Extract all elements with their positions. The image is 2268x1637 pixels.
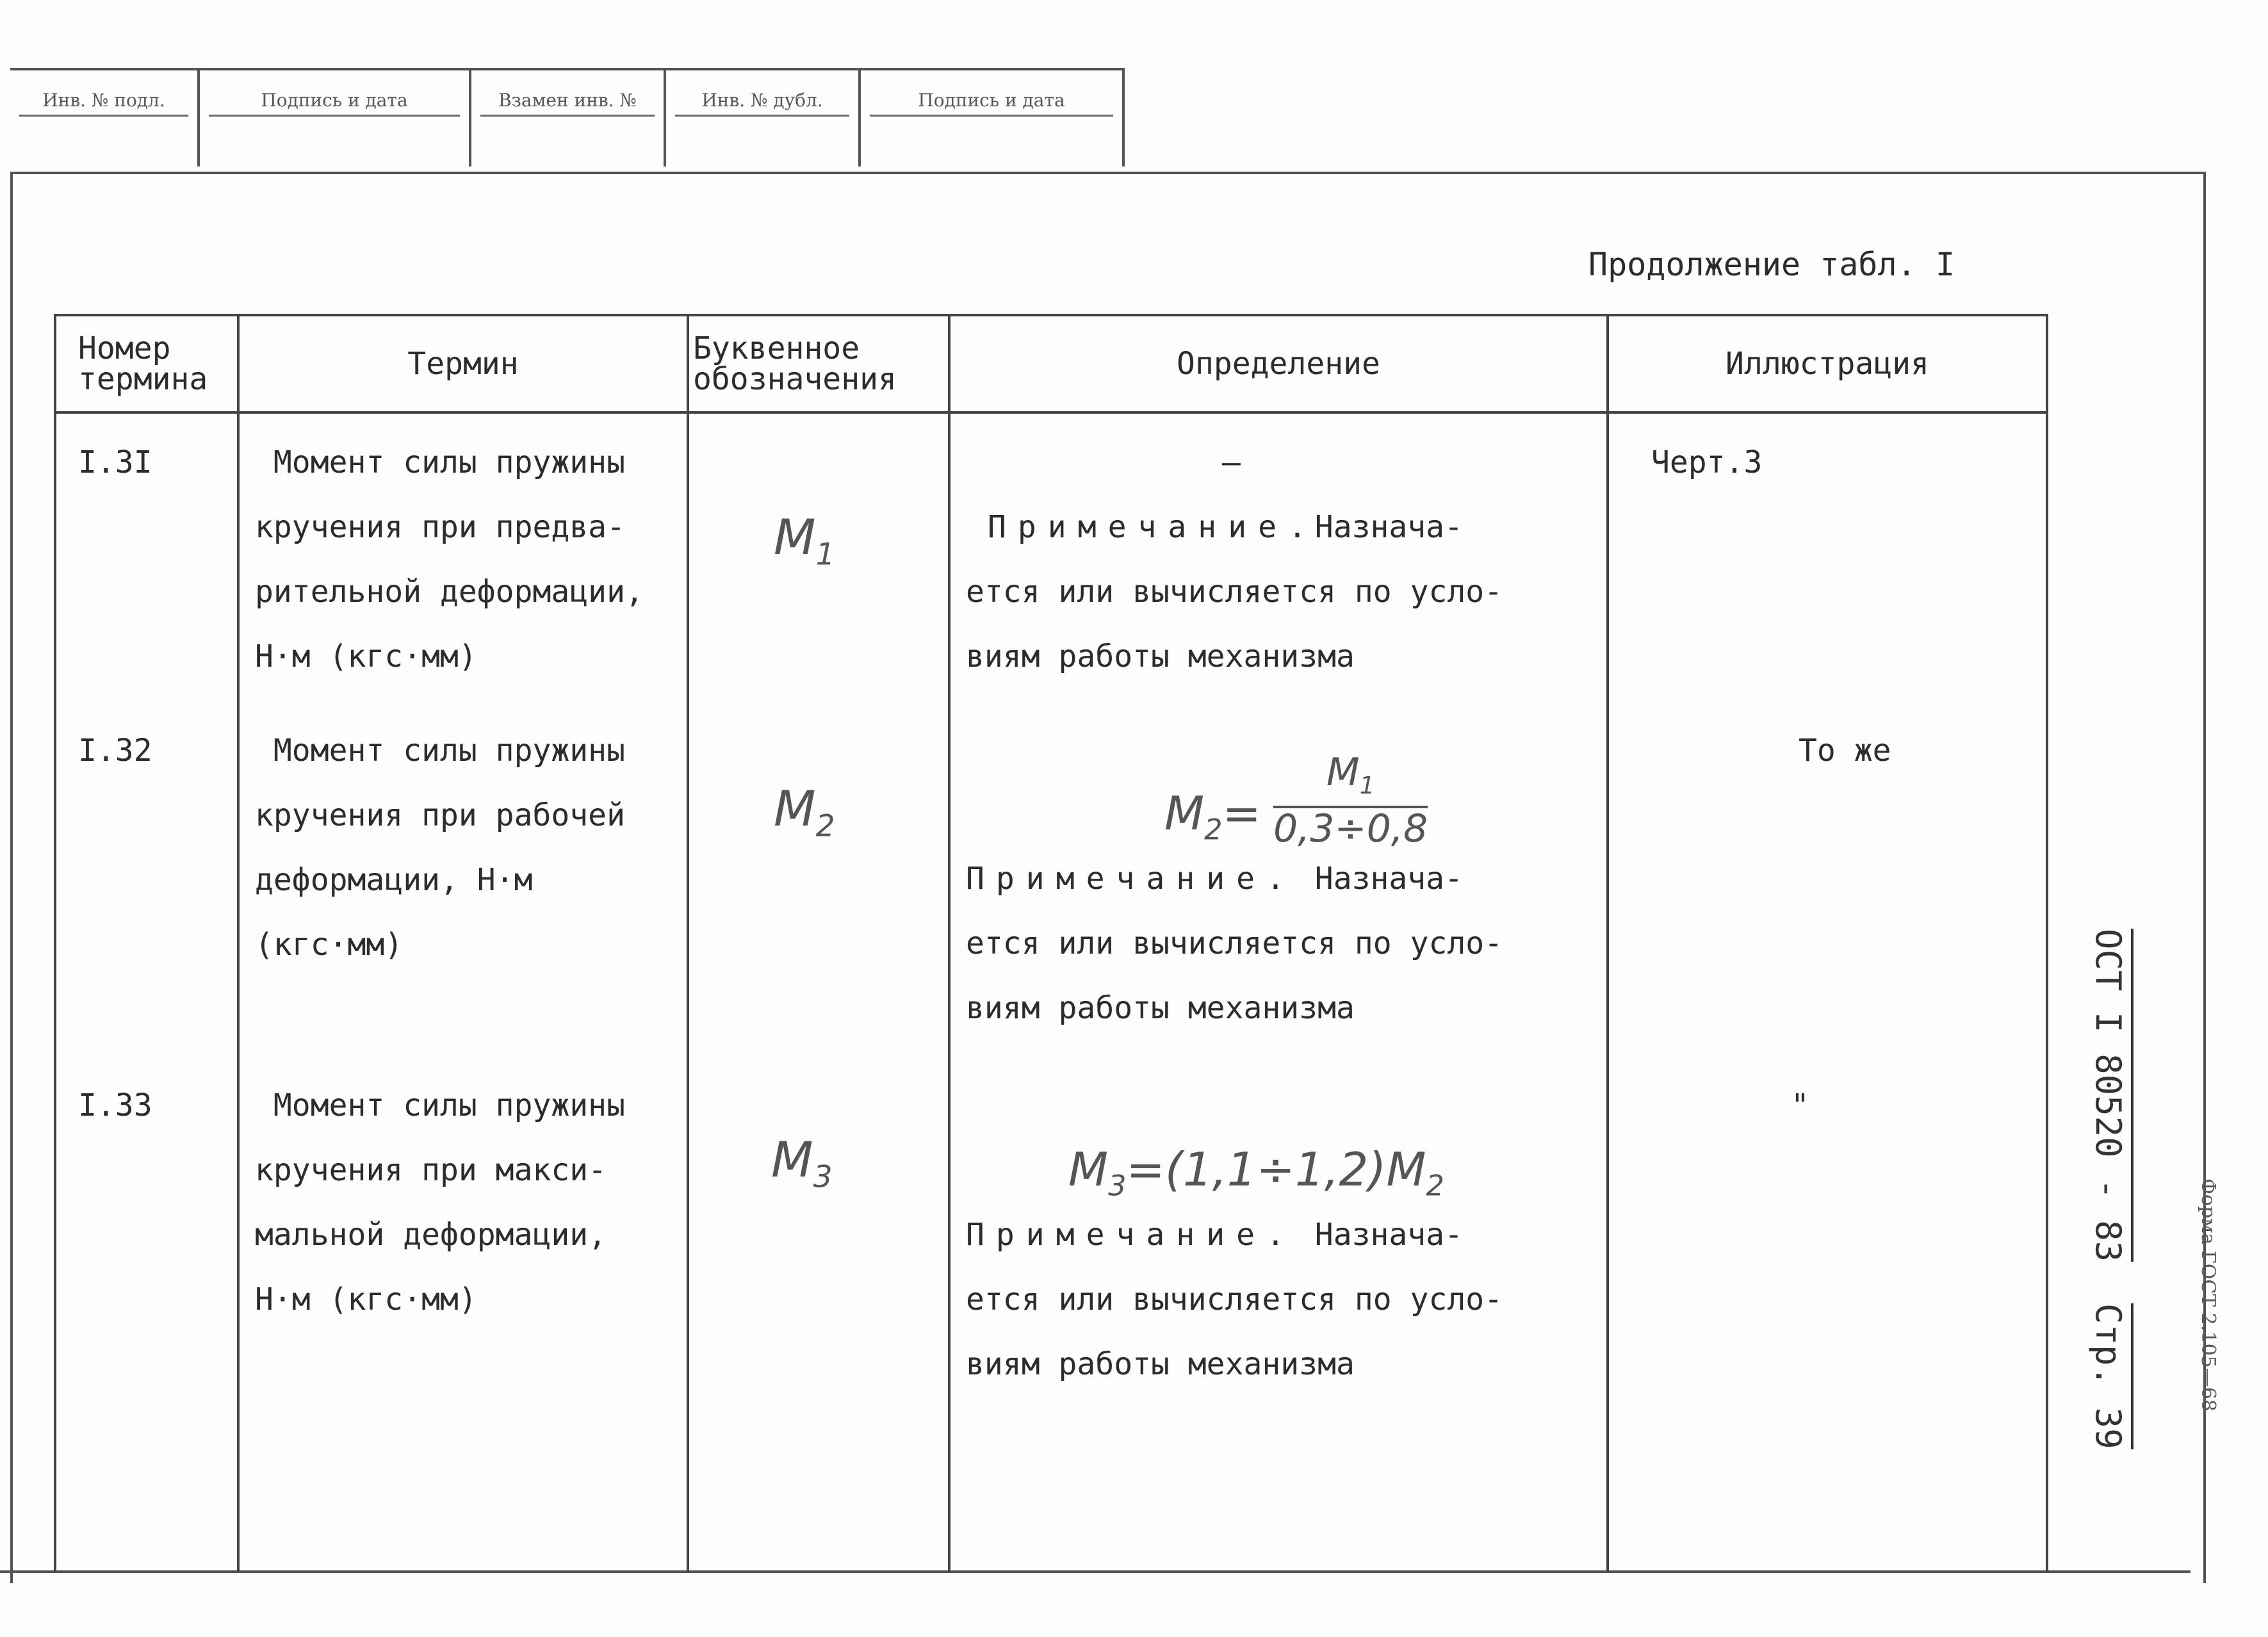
row-2-formula-lhs: $M_2=$: [1164, 786, 1261, 847]
row-1-note-text: Назнача- ется или вычисляется по усло- виям работы механизма: [966, 509, 1503, 674]
row-2-illustration: То же: [1799, 733, 1891, 769]
column-divider: [1606, 316, 1609, 1572]
row-2-note-label: Примечание.: [966, 861, 1296, 897]
row-2-note: [966, 847, 1503, 1041]
table-continuation-caption: Продолжение табл. I: [1588, 246, 1955, 283]
row-2-number: I.32: [78, 733, 152, 769]
row-1-number: I.3I: [78, 444, 152, 480]
row-3-note-text: Назнача- ется или вычисляется по усло- виям работы механизма: [966, 1217, 1503, 1382]
column-divider: [687, 316, 689, 1572]
row-3-note-label: Примечание.: [966, 1217, 1296, 1253]
header-illustration: Иллюстрация: [1725, 346, 1929, 382]
stamp-cell-replaces-inv: [471, 70, 666, 167]
row-3-number: I.33: [78, 1087, 152, 1123]
document-number: ОСТ I 80520 - 83: [2088, 929, 2133, 1262]
stamp-cell-signature-date: [200, 70, 471, 167]
column-divider: [237, 316, 240, 1572]
stamp-label: Подпись и дата: [209, 90, 460, 117]
row-1-symbol: $M_1$: [774, 509, 835, 573]
page-number: Стр. 39: [2088, 1303, 2133, 1449]
header-term: Термин: [407, 346, 519, 382]
row-2-formula-fraction: [1273, 750, 1428, 852]
row-1-term: Момент силы пружины кручения при предва- рительной деформации, Н·м (кгс·мм): [255, 444, 644, 674]
row-3-note: [966, 1203, 1503, 1397]
row-1-note-label: Примечание.: [988, 509, 1318, 545]
row-3-symbol: $M_3$: [771, 1131, 833, 1195]
row-2-term: Момент силы пружины кручения при рабочей деформации, Н·м (кгс·мм): [255, 733, 625, 963]
row-2-note-text: Назнача- ется или вычисляется по усло- виям работы механизма: [966, 861, 1503, 1026]
form-standard-note: Форма ГОСТ 2.105—68: [2197, 1178, 2219, 1412]
header-divider: [56, 411, 2046, 414]
document-number-and-page: [2088, 929, 2128, 1449]
row-3-formula: $M_3=(1,1\div 1,2)M_2$: [1068, 1143, 1444, 1203]
stamp-cell-signature-date-2: [861, 70, 1125, 167]
stamp-label: Инв. № дубл.: [675, 90, 849, 117]
header-symbol: Буквенное обозначения: [693, 330, 897, 397]
row-3-illustration: ": [1791, 1087, 1809, 1123]
stamp-cell-inv-duplicate: [666, 70, 861, 167]
terms-table: [54, 314, 2048, 1572]
fraction-denominator: 0,3÷0,8: [1273, 806, 1428, 852]
stamp-label: Взамен инв. №: [480, 90, 655, 117]
stamp-cell-inv-original: [10, 70, 200, 167]
header-term-number: Номер термина: [78, 330, 208, 397]
row-2-symbol: $M_2$: [774, 780, 835, 844]
header-definition: Определение: [1177, 346, 1380, 382]
row-1-illustration: Черт.3: [1651, 444, 1763, 480]
stamp-label: Инв. № подл.: [19, 90, 188, 117]
column-divider: [948, 316, 950, 1572]
row-3-term: Момент силы пружины кручения при макси- мальной деформации, Н·м (кгс·мм): [255, 1087, 625, 1317]
fraction-numerator: $M_1$: [1273, 752, 1428, 808]
stamp-label: Подпись и дата: [870, 90, 1113, 117]
approval-stamp-strip: [10, 68, 1125, 167]
row-1-definition-dash: –: [1222, 444, 1241, 480]
